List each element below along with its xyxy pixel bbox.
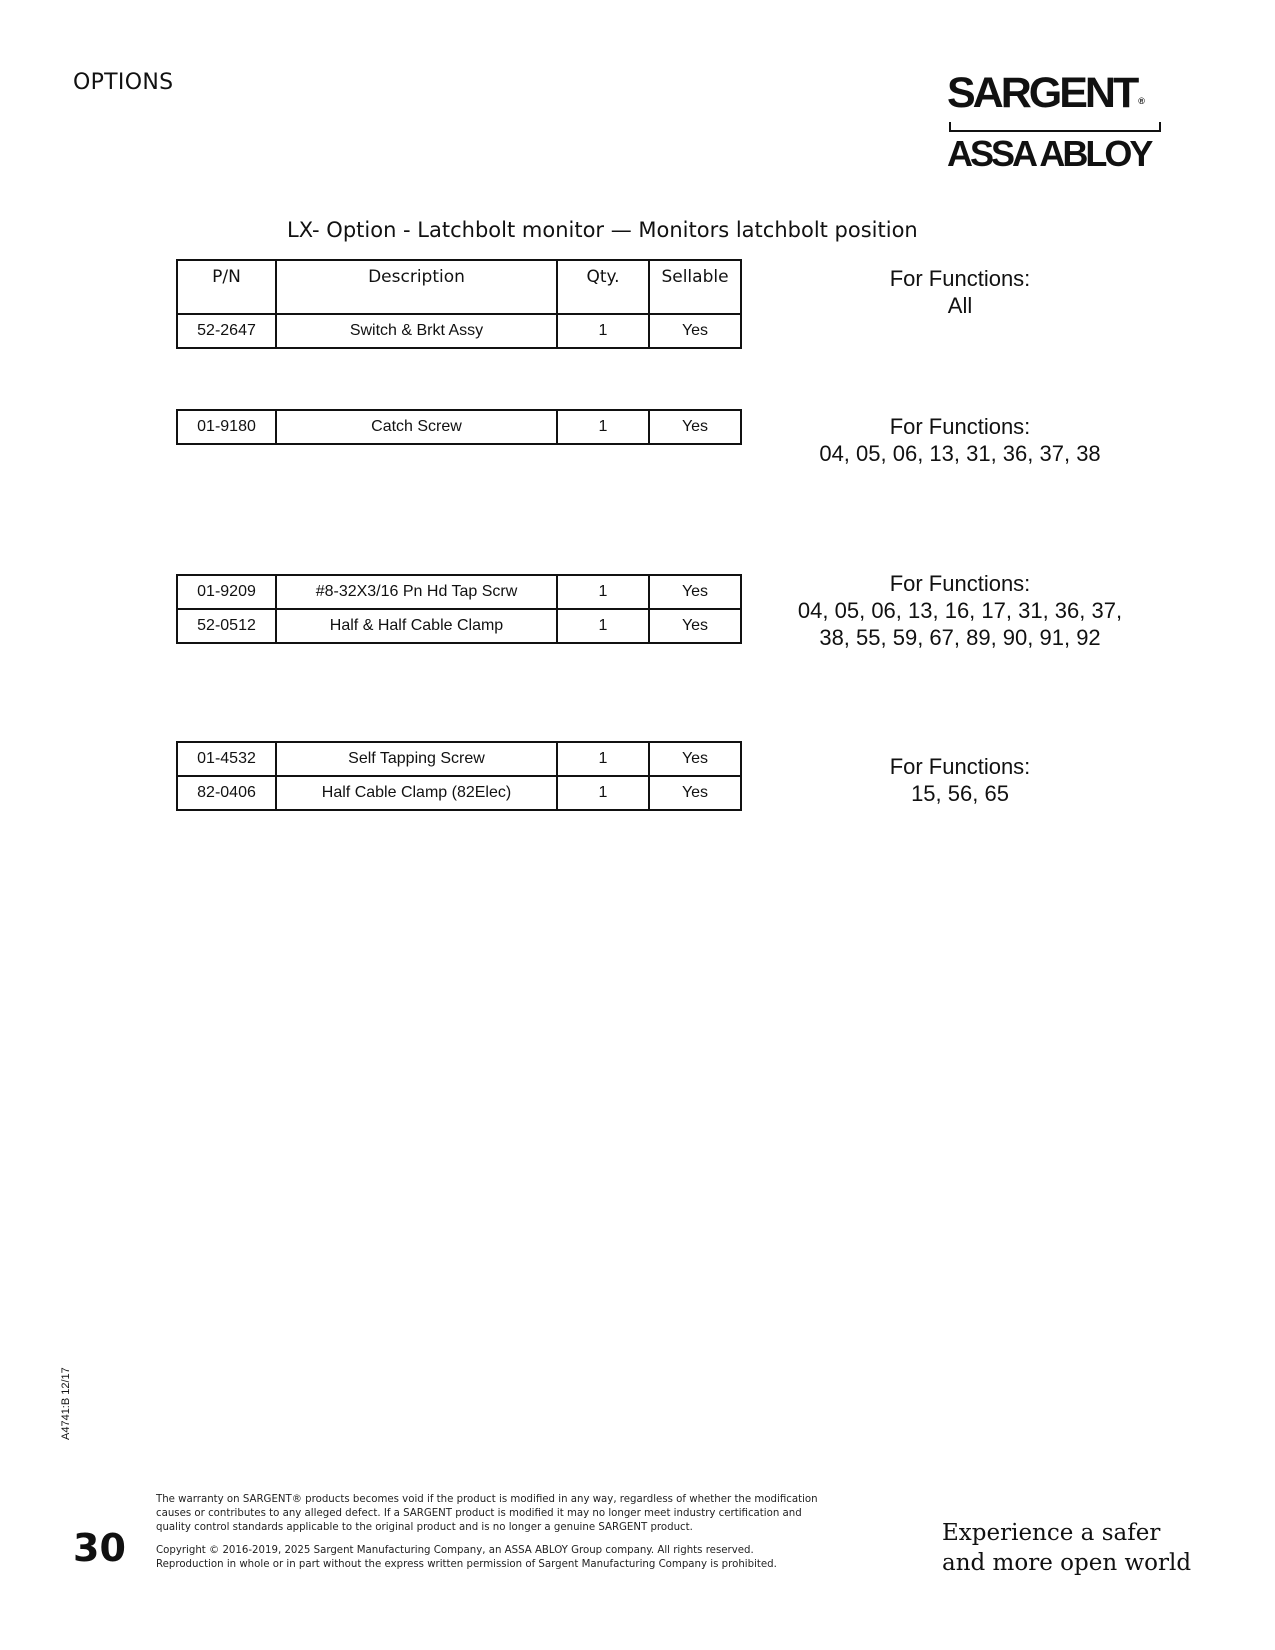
cell-pn: 01-9209 bbox=[177, 575, 276, 609]
parts-table-2 bbox=[176, 409, 742, 445]
functions-note-2 bbox=[780, 413, 1140, 467]
table-row bbox=[177, 314, 741, 348]
copyright-notice bbox=[156, 1544, 876, 1572]
cell-sellable: Yes bbox=[649, 575, 741, 609]
sargent-assa-abloy-logo bbox=[947, 70, 1162, 180]
cell-description: Catch Screw bbox=[276, 410, 557, 444]
table-row bbox=[177, 776, 741, 810]
cell-pn: 01-4532 bbox=[177, 742, 276, 776]
cell-qty: 1 bbox=[557, 575, 649, 609]
table-row bbox=[177, 742, 741, 776]
functions-note-1 bbox=[780, 265, 1140, 319]
cell-pn: 82-0406 bbox=[177, 776, 276, 810]
column-header-pn: P/N bbox=[177, 260, 276, 314]
tagline-line-1: Experience a safer bbox=[942, 1520, 1161, 1546]
logo-brand: SARGENT ® bbox=[947, 69, 1145, 117]
cell-sellable: Yes bbox=[649, 609, 741, 643]
cell-sellable: Yes bbox=[649, 776, 741, 810]
cell-description: #8-32X3/16 Pn Hd Tap Scrw bbox=[276, 575, 557, 609]
functions-label: For Functions: bbox=[889, 754, 1031, 779]
cell-sellable: Yes bbox=[649, 410, 741, 444]
functions-note-3 bbox=[780, 570, 1140, 651]
parts-table-4 bbox=[176, 741, 742, 811]
cell-sellable: Yes bbox=[649, 314, 741, 348]
functions-label: For Functions: bbox=[889, 571, 1031, 596]
warranty-notice: The warranty on SARGENT® products becomes void if the product is modified in any way, regardless of whether the modification causes or contributes to any alleged defect. If a SARGENT product is modified it may no longer meet industry certification and quality control standards applicable to the original product and is no longer a genuine SARGENT product. bbox=[156, 1494, 818, 1533]
document-code: A4741:B 12/17 bbox=[60, 1367, 72, 1440]
parts-table-3 bbox=[176, 574, 742, 644]
column-header-sellable: Sellable bbox=[649, 260, 741, 314]
table-header-row bbox=[177, 260, 741, 314]
functions-list: All bbox=[947, 293, 973, 318]
cell-sellable: Yes bbox=[649, 742, 741, 776]
cell-qty: 1 bbox=[557, 609, 649, 643]
logo-bracket bbox=[949, 122, 1161, 132]
functions-list-line-1: 04, 05, 06, 13, 16, 17, 31, 36, 37, bbox=[797, 598, 1123, 623]
tagline bbox=[942, 1518, 1191, 1578]
cell-qty: 1 bbox=[557, 314, 649, 348]
table-row bbox=[177, 609, 741, 643]
cell-pn: 52-2647 bbox=[177, 314, 276, 348]
table-row bbox=[177, 410, 741, 444]
cell-qty: 1 bbox=[557, 410, 649, 444]
table-row bbox=[177, 575, 741, 609]
cell-qty: 1 bbox=[557, 742, 649, 776]
logo-group: ASSA ABLOY bbox=[947, 133, 1151, 174]
cell-qty: 1 bbox=[557, 776, 649, 810]
cell-description: Self Tapping Screw bbox=[276, 742, 557, 776]
functions-label: For Functions: bbox=[889, 266, 1031, 291]
cell-description: Switch & Brkt Assy bbox=[276, 314, 557, 348]
tagline-line-2: and more open world bbox=[942, 1550, 1192, 1576]
column-header-description: Description bbox=[276, 260, 557, 314]
option-heading: LX- Option - Latchbolt monitor — Monitors latchbolt position bbox=[287, 218, 918, 242]
section-title: OPTIONS bbox=[73, 70, 174, 95]
functions-label: For Functions: bbox=[889, 414, 1031, 439]
functions-note-4 bbox=[780, 753, 1140, 807]
copyright-line: Copyright © 2016-2019, 2025 Sargent Manufacturing Company, an ASSA ABLOY Group company. All rights reserved. bbox=[156, 1545, 754, 1556]
cell-description: Half Cable Clamp (82Elec) bbox=[276, 776, 557, 810]
parts-table-1 bbox=[176, 259, 742, 349]
column-header-qty: Qty. bbox=[557, 260, 649, 314]
page-number: 30 bbox=[73, 1526, 126, 1570]
cell-description: Half & Half Cable Clamp bbox=[276, 609, 557, 643]
functions-list-line-2: 38, 55, 59, 67, 89, 90, 91, 92 bbox=[819, 625, 1101, 650]
functions-list: 15, 56, 65 bbox=[911, 781, 1009, 806]
registered-mark: ® bbox=[1138, 96, 1145, 106]
functions-list: 04, 05, 06, 13, 31, 36, 37, 38 bbox=[819, 441, 1101, 466]
cell-pn: 01-9180 bbox=[177, 410, 276, 444]
reproduction-line: Reproduction in whole or in part without the express written permission of Sargent Manufacturing Company is prohibited. bbox=[156, 1559, 777, 1570]
cell-pn: 52-0512 bbox=[177, 609, 276, 643]
